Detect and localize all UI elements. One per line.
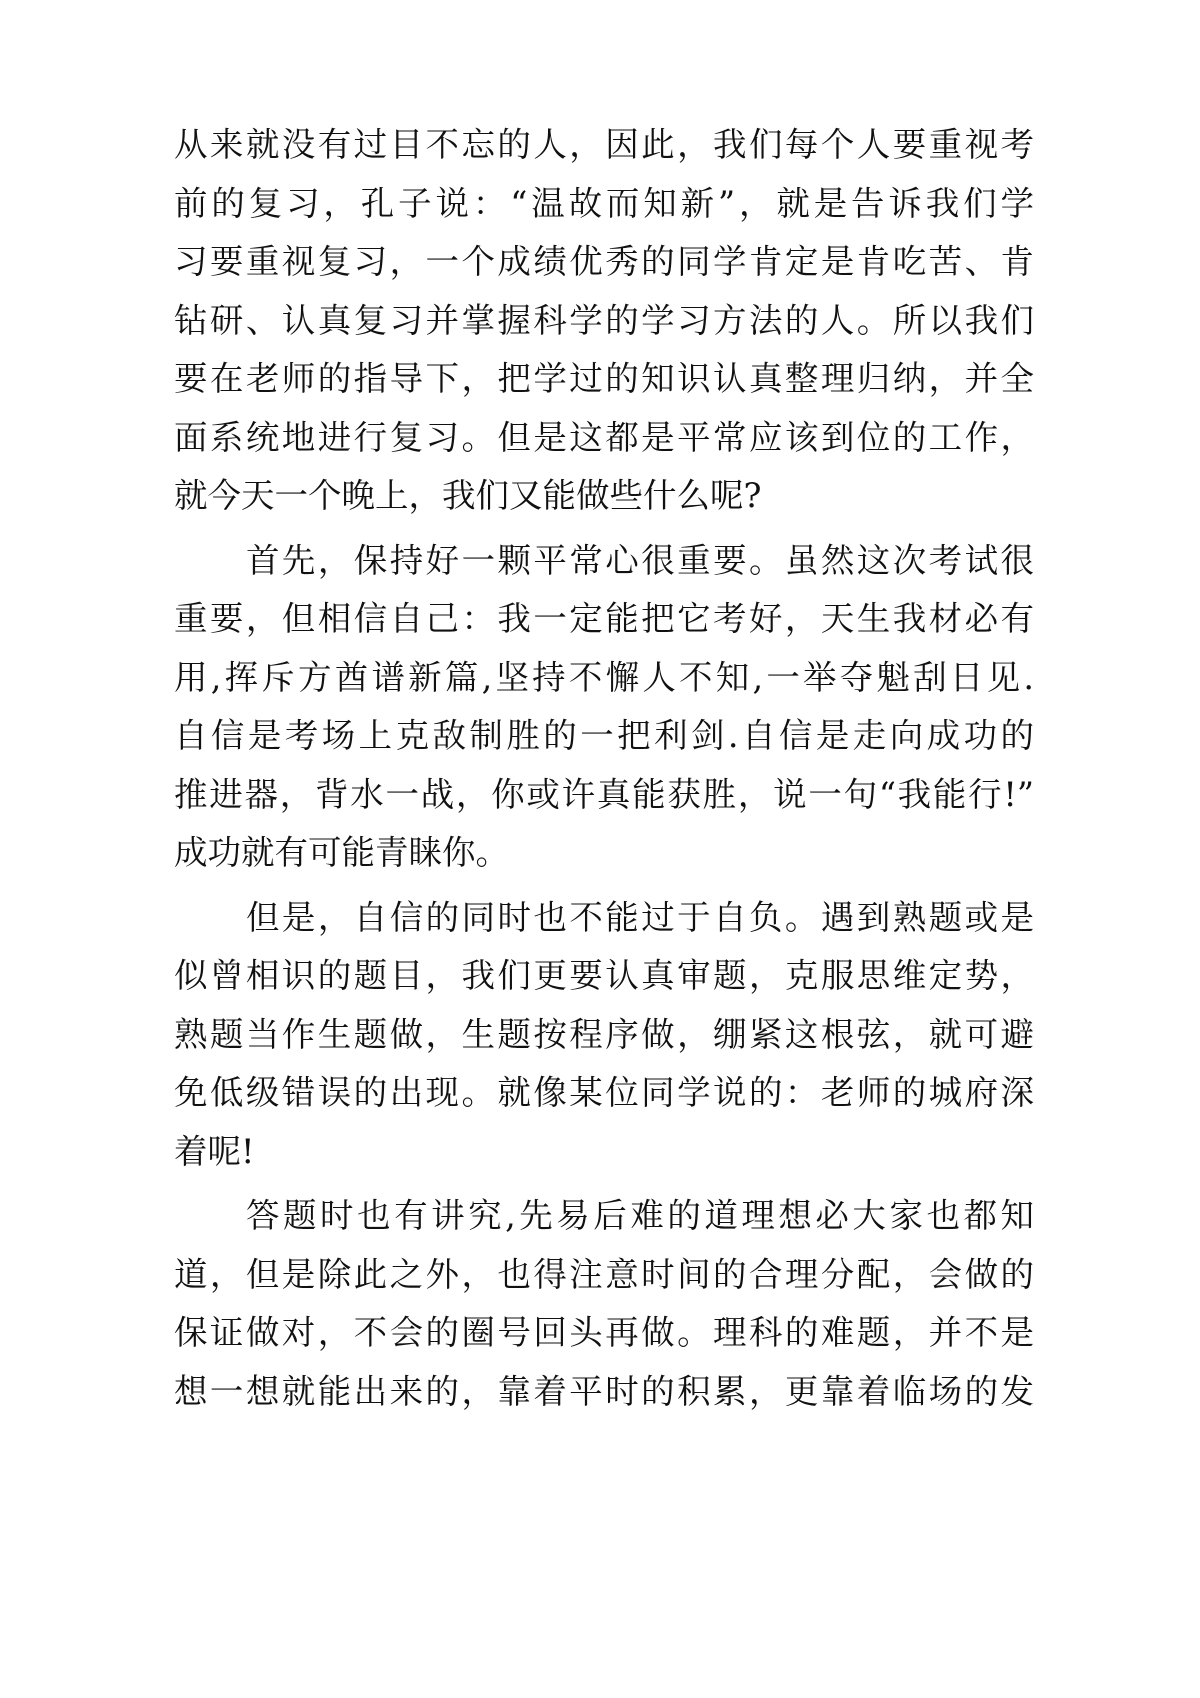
text-line: 成功就有可能青睐你。 <box>174 833 509 872</box>
text-line: 推进器，背水一战，你或许真能获胜，说一句“我能行!” <box>174 774 1034 814</box>
text-line: 保证做对，不会的圈号回头再做。理科的难题，并不是 <box>174 1313 1034 1352</box>
text-line: 面系统地进行复习。但是这都是平常应该到位的工作， <box>174 417 1034 457</box>
text-line: 就今天一个晚上，我们又能做些什么呢? <box>174 476 762 515</box>
text-line: 熟题当作生题做，生题按程序做，绷紧这根弦，就可避 <box>174 1014 1034 1054</box>
text-line: 习要重视复习，一个成绩优秀的同学肯定是肯吃苦、肯 <box>174 242 1034 281</box>
text-line: 重要，但相信自己：我一定能把它考好，天生我材必有 <box>174 599 1034 638</box>
paragraph-4 <box>174 1187 1034 1421</box>
text-line: 答题时也有讲究,先易后难的道理想必大家也都知 <box>246 1196 1034 1235</box>
paragraph-1 <box>174 116 1034 526</box>
text-line: 首先，保持好一颗平常心很重要。虽然这次考试很 <box>246 540 1034 580</box>
text-line: 从来就没有过目不忘的人，因此，我们每个人要重视考 <box>174 125 1034 164</box>
document-body <box>174 116 1034 1421</box>
text-line: 但是，自信的同时也不能过于自负。遇到熟题或是 <box>246 897 1034 937</box>
text-line: 自信是考场上克敌制胜的一把利剑.自信是走向成功的 <box>174 716 1034 755</box>
text-line: 钻研、认真复习并掌握科学的学习方法的人。所以我们 <box>174 300 1034 340</box>
paragraph-3 <box>174 889 1034 1182</box>
text-line: 用,挥斥方酋谱新篇,坚持不懈人不知,一举夺魁刮日见. <box>174 657 1034 697</box>
text-line: 前的复习，孔子说：“温故而知新”，就是告诉我们学 <box>174 183 1034 223</box>
text-line: 似曾相识的题目，我们更要认真审题，克服思维定势， <box>174 956 1034 995</box>
text-line: 道，但是除此之外，也得注意时间的合理分配，会做的 <box>174 1254 1034 1294</box>
text-line: 免低级错误的出现。就像某位同学说的：老师的城府深 <box>174 1073 1034 1112</box>
text-line: 想一想就能出来的，靠着平时的积累，更靠着临场的发 <box>174 1371 1034 1411</box>
text-line: 要在老师的指导下，把学过的知识认真整理归纳，并全 <box>174 359 1034 398</box>
text-line: 着呢! <box>174 1131 255 1171</box>
paragraph-2 <box>174 532 1034 883</box>
